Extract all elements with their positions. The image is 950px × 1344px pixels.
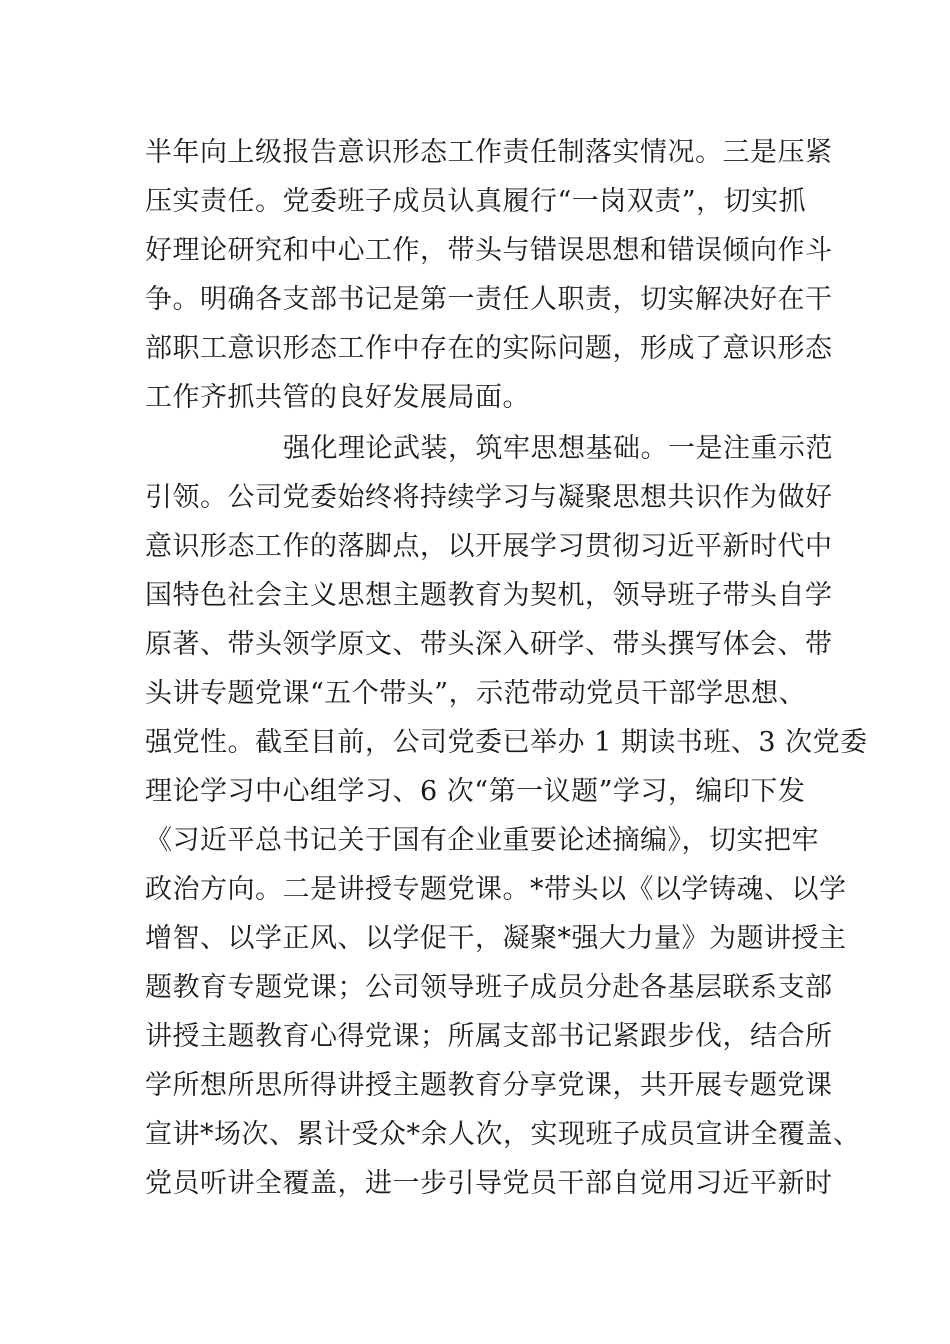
text-line: 好理论研究和中心工作，带头与错误思想和错误倾向作斗 — [145, 235, 833, 266]
text-line: 工作齐抓共管的良好发展局面。 — [145, 382, 530, 413]
text-line: 理论学习中心组学习、6 次“第一议题”学习，编印下发 — [145, 776, 806, 807]
text-line: 头讲专题党课“五个带头”，示范带动党员干部学思想、 — [145, 678, 807, 709]
text-line: 意识形态工作的落脚点，以开展学习贯彻习近平新时代中 — [145, 531, 833, 562]
text-line: 引领。公司党委始终将持续学习与凝聚思想共识作为做好 — [145, 482, 833, 513]
text-line: 增智、以学正风、以学促干，凝聚*强大力量》为题讲授主 — [145, 923, 847, 954]
text-line: 讲授主题教育心得党课；所属支部书记紧跟步伐，结合所 — [145, 1021, 833, 1052]
text-line: 宣讲*场次、累计受众*余人次，实现班子成员宣讲全覆盖、 — [145, 1119, 861, 1150]
text-line: 半年向上级报告意识形态工作责任制落实情况。三是压紧 — [145, 137, 833, 168]
text-line: 学所想所思所得讲授主题教育分享党课，共开展专题党课 — [145, 1070, 833, 1101]
text-line: 部职工意识形态工作中存在的实际问题，形成了意识形态 — [145, 333, 833, 364]
text-line: 压实责任。党委班子成员认真履行“一岗双责”，切实抓 — [145, 186, 807, 217]
text-line: 国特色社会主义思想主题教育为契机，领导班子带头自学 — [145, 580, 833, 611]
text-line: 原著、带头领学原文、带头深入研学、带头撰写体会、带 — [145, 629, 833, 660]
paragraph-heading-line: 强化理论武装，筑牢思想基础。一是注重示范 — [283, 433, 833, 464]
text-line: 《习近平总书记关于国有企业重要论述摘编》，切实把牢 — [145, 825, 819, 856]
text-line: 政治方向。二是讲授专题党课。*带头以《以学铸魂、以学 — [145, 874, 847, 905]
text-line: 争。明确各支部书记是第一责任人职责，切实解决好在干 — [145, 284, 833, 315]
text-line: 强党性。截至目前，公司党委已举办 1 期读书班、3 次党委 — [145, 727, 868, 758]
text-line: 题教育专题党课；公司领导班子成员分赴各基层联系支部 — [145, 972, 833, 1003]
text-line: 党员听讲全覆盖，进一步引导党员干部自觉用习近平新时 — [145, 1168, 833, 1199]
